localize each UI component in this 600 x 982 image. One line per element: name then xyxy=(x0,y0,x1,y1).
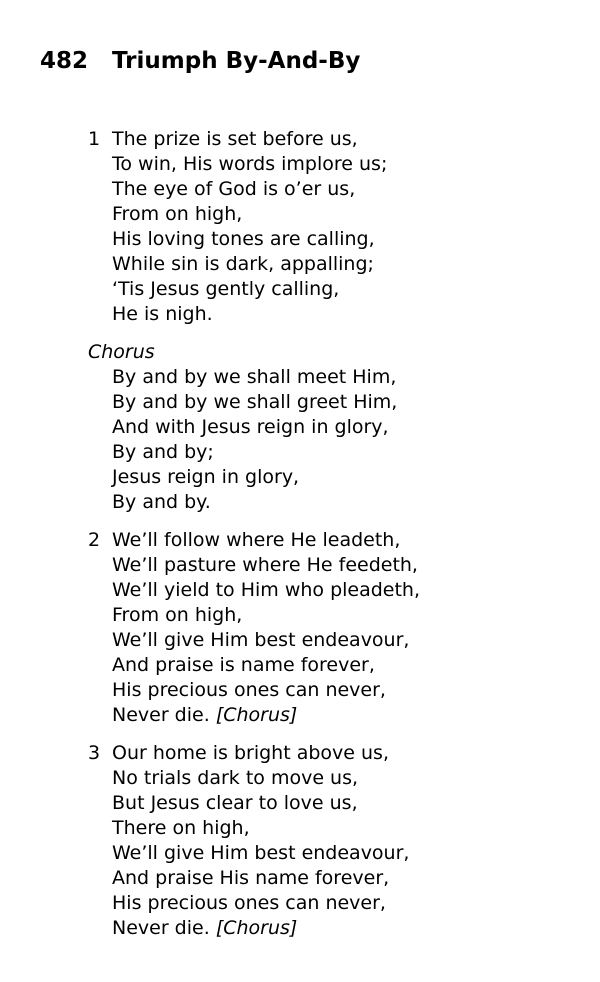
hymn-body xyxy=(88,127,420,941)
verse-line: But Jesus clear to love us, xyxy=(112,792,358,814)
hymn-number: 482 xyxy=(40,48,89,74)
chorus-label: Chorus xyxy=(88,341,155,363)
verse-line: His loving tones are calling, xyxy=(112,228,375,250)
verse-3 xyxy=(88,741,420,941)
verse-line: We’ll give Him best endeavour, xyxy=(112,842,410,864)
chorus-reference: [Chorus] xyxy=(215,917,298,939)
chorus-line: By and by; xyxy=(112,441,214,463)
verse-line: And praise His name forever, xyxy=(112,867,390,889)
chorus-line: And with Jesus reign in glory, xyxy=(112,416,389,438)
verse-line: While sin is dark, appalling; xyxy=(112,253,374,275)
chorus-line: By and by we shall greet Him, xyxy=(112,391,398,413)
verse-line: We’ll follow where He leadeth, xyxy=(112,529,401,551)
verse-1 xyxy=(88,127,420,327)
hymn-header xyxy=(40,45,360,77)
verse-line-text: Never die. xyxy=(112,704,210,726)
verse-line: His precious ones can never, xyxy=(112,892,386,914)
verse-line: And praise is name forever, xyxy=(112,654,375,676)
verse-line: From on high, xyxy=(112,203,243,225)
verse-number: 3 xyxy=(88,742,101,764)
verse-last-line xyxy=(88,916,420,941)
chorus xyxy=(88,340,420,515)
verse-line-text: Never die. xyxy=(112,917,210,939)
chorus-reference: [Chorus] xyxy=(215,704,298,726)
chorus-line: By and by. xyxy=(112,491,211,513)
verse-line: Our home is bright above us, xyxy=(112,742,389,764)
verse-line: We’ll pasture where He feedeth, xyxy=(112,554,418,576)
verse-last-line xyxy=(88,703,420,728)
verse-line: There on high, xyxy=(112,817,250,839)
verse-line: The prize is set before us, xyxy=(112,128,358,150)
verse-line: The eye of God is o’er us, xyxy=(112,178,356,200)
verse-line: To win, His words implore us; xyxy=(112,153,388,175)
chorus-line: Jesus reign in glory, xyxy=(112,466,300,488)
verse-2 xyxy=(88,528,420,728)
verse-line: No trials dark to move us, xyxy=(112,767,359,789)
verse-line: From on high, xyxy=(112,604,243,626)
verse-line: His precious ones can never, xyxy=(112,679,386,701)
verse-line: He is nigh. xyxy=(112,303,213,325)
verse-line: ‘Tis Jesus gently calling, xyxy=(112,278,340,300)
verse-number: 1 xyxy=(88,128,101,150)
chorus-line: By and by we shall meet Him, xyxy=(112,366,397,388)
verse-line: We’ll give Him best endeavour, xyxy=(112,629,410,651)
verse-number: 2 xyxy=(88,529,101,551)
verse-line: We’ll yield to Him who pleadeth, xyxy=(112,579,421,601)
hymn-title: Triumph By-And-By xyxy=(112,48,361,74)
